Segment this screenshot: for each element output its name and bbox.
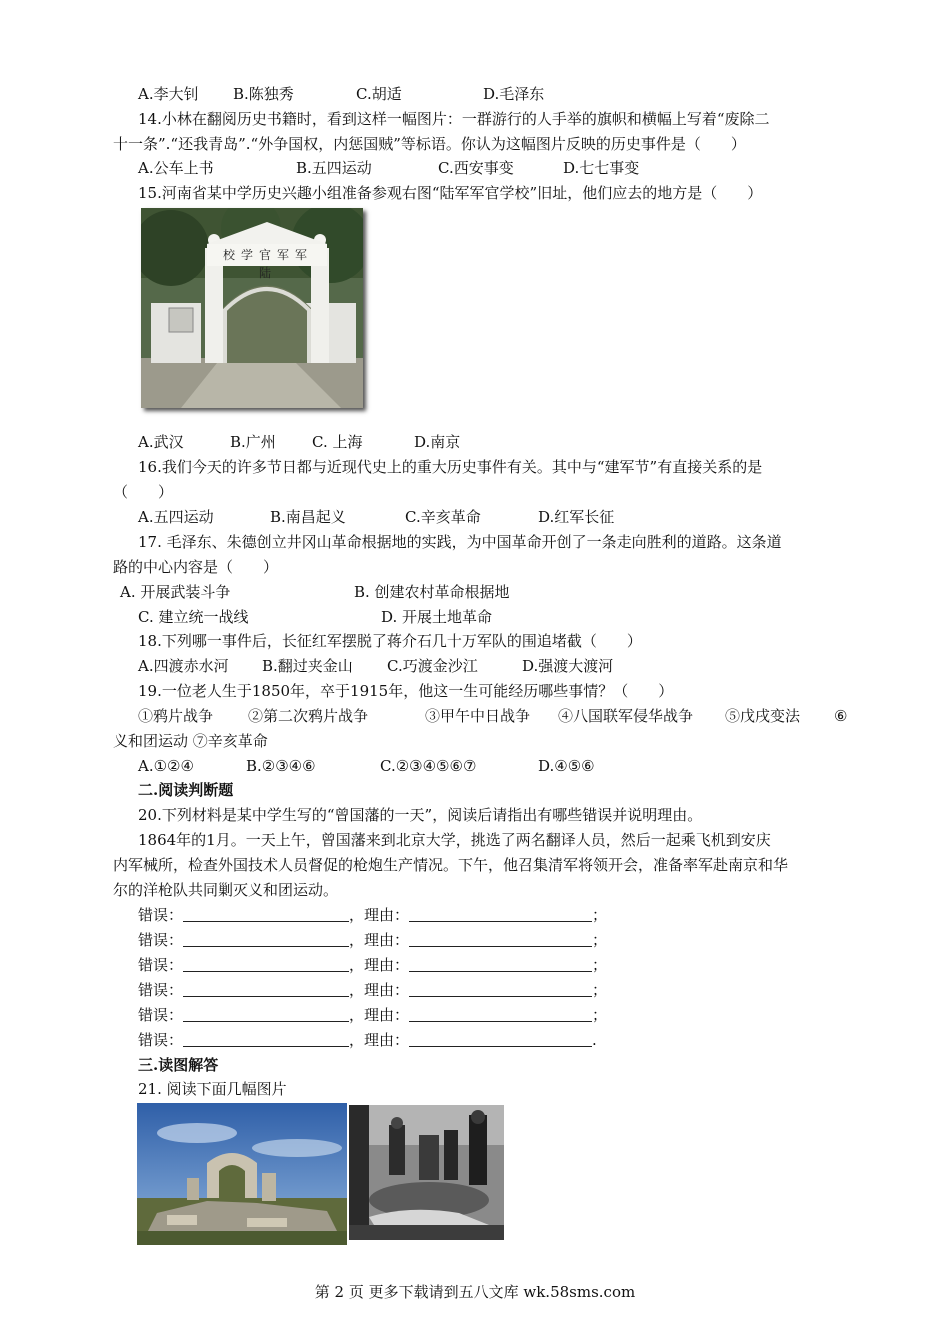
q17-stem-line1: 17. 毛泽东、朱德创立井冈山革命根据地的实践，为中国革命开创了一条走向胜利的道路。这条道 xyxy=(138,533,782,551)
q15-option-c: C. 上海 xyxy=(312,433,363,451)
row-end-mark: . xyxy=(592,1031,597,1049)
q14-option-a: A.公车上书 xyxy=(138,159,214,177)
q19-option-a: A.①②④ xyxy=(138,757,194,775)
answer-row xyxy=(138,1005,607,1025)
q20-material-line2: 内军械所，检查外国技术人员督促的枪炮生产情况。下午，他召集清军将领开会，准备率军赴南京和华 xyxy=(113,856,789,874)
q21-stem: 21. 阅读下面几幅图片 xyxy=(138,1080,287,1098)
ruins-photo xyxy=(137,1103,347,1245)
row-end-mark: ； xyxy=(592,981,608,999)
q17-option-a: A. 开展武装斗争 xyxy=(120,583,231,601)
reason-blank[interactable] xyxy=(409,1006,592,1022)
q17-option-d: D. 开展土地革命 xyxy=(381,608,493,626)
error-blank[interactable] xyxy=(183,931,349,947)
error-label: 错误： xyxy=(138,956,184,974)
historical-scene-photo xyxy=(349,1105,504,1240)
q18-option-b: B.翻过夹金山 xyxy=(262,657,353,675)
error-label: 错误： xyxy=(138,981,184,999)
answer-row xyxy=(138,955,607,975)
q20-material-line3: 尔的洋枪队共同剿灭义和团运动。 xyxy=(113,881,339,899)
q19-item-6-marker: ⑥ xyxy=(834,707,848,725)
q15-option-d: D.南京 xyxy=(414,433,461,451)
error-blank[interactable] xyxy=(183,956,349,972)
q14-stem-line2: 十一条”.“还我青岛”.“外争国权，内惩国贼”等标语。你认为这幅图片反映的历史事件是（ ） xyxy=(113,135,746,153)
reason-blank[interactable] xyxy=(409,906,592,922)
q13-option-d: D.毛泽东 xyxy=(483,85,545,103)
q17-stem-line2: 路的中心内容是（ ） xyxy=(113,558,279,576)
q19-option-d: D.④⑤⑥ xyxy=(538,757,595,775)
error-label: 错误： xyxy=(138,1031,184,1049)
error-blank[interactable] xyxy=(183,1006,349,1022)
q18-option-d: D.强渡大渡河 xyxy=(522,657,614,675)
q19-item-1: ①鸦片战争 xyxy=(138,707,214,725)
error-label: 错误： xyxy=(138,906,184,924)
ruins-photo-illustration xyxy=(137,1103,347,1245)
reason-blank[interactable] xyxy=(409,981,592,997)
q14-option-d: D.七七事变 xyxy=(563,159,640,177)
section3-heading: 三.读图解答 xyxy=(138,1056,219,1074)
historical-photo-illustration xyxy=(349,1105,504,1240)
q16-option-b: B.南昌起义 xyxy=(270,508,346,526)
q16-stem-line2: （ ） xyxy=(113,483,174,501)
answer-row xyxy=(138,905,607,925)
q14-stem-line1: 14.小林在翻阅历史书籍时，看到这样一幅图片：一群游行的人手举的旗帜和横幅上写着“废除二 xyxy=(138,110,770,128)
q16-option-c: C.辛亥革命 xyxy=(405,508,481,526)
reason-label: ，理由： xyxy=(349,956,410,974)
q13-option-a: A.李大钊 xyxy=(138,85,199,103)
q16-stem-line1: 16.我们今天的许多节日都与近现代史上的重大历史事件有关。其中与“建军节”有直接关系的是 xyxy=(138,458,763,476)
row-end-mark: ； xyxy=(592,1006,608,1024)
q16-option-a: A.五四运动 xyxy=(138,508,214,526)
q13-option-c: C.胡适 xyxy=(356,85,402,103)
q19-stem: 19.一位老人生于1850年，卒于1915年，他这一生可能经历哪些事情？（ ） xyxy=(138,682,674,700)
q15-stem: 15.河南省某中学历史兴趣小组准备参观右图“陆军军官学校”旧址，他们应去的地方是（ ） xyxy=(138,184,763,202)
q19-items-line2: 义和团运动 ⑦辛亥革命 xyxy=(113,732,268,750)
row-end-mark: ； xyxy=(592,931,608,949)
military-academy-gate-photo xyxy=(141,208,363,408)
answer-row xyxy=(138,930,607,950)
q15-option-b: B.广州 xyxy=(230,433,276,451)
q13-option-b: B.陈独秀 xyxy=(233,85,294,103)
q19-option-b: B.②③④⑥ xyxy=(246,757,316,775)
q19-item-4: ④八国联军侵华战争 xyxy=(558,707,694,725)
page-footer: 第 2 页 更多下载请到五八文库 wk.58sms.com xyxy=(314,1283,636,1301)
reason-blank[interactable] xyxy=(409,931,592,947)
reason-label: ，理由： xyxy=(349,906,410,924)
q20-material-line1: 1864年的1月。一天上午，曾国藩来到北京大学，挑选了两名翻译人员，然后一起乘飞机到安庆 xyxy=(138,831,771,849)
q19-item-5: ⑤戊戌变法 xyxy=(725,707,801,725)
reason-blank[interactable] xyxy=(409,956,592,972)
error-blank[interactable] xyxy=(183,1031,349,1047)
reason-label: ，理由： xyxy=(349,981,410,999)
row-end-mark: ； xyxy=(592,956,608,974)
q17-option-b: B. 创建农村革命根据地 xyxy=(354,583,510,601)
error-label: 错误： xyxy=(138,931,184,949)
q15-option-a: A.武汉 xyxy=(138,433,184,451)
gate-sign-text: 校学官军军陆 xyxy=(222,248,313,280)
q14-option-c: C.西安事变 xyxy=(438,159,514,177)
section2-heading: 二.阅读判断题 xyxy=(138,781,234,799)
answer-row xyxy=(138,980,607,1000)
reason-label: ，理由： xyxy=(349,1031,410,1049)
q18-option-c: C.巧渡金沙江 xyxy=(387,657,478,675)
q19-option-c: C.②③④⑤⑥⑦ xyxy=(380,757,477,775)
q19-item-2: ②第二次鸦片战争 xyxy=(248,707,369,725)
error-label: 错误： xyxy=(138,1006,184,1024)
q17-option-c: C. 建立统一战线 xyxy=(138,608,249,626)
error-blank[interactable] xyxy=(183,981,349,997)
q20-stem: 20.下列材料是某中学生写的“曾国藩的一天”，阅读后请指出有哪些错误并说明理由。 xyxy=(138,806,703,824)
answer-row xyxy=(138,1030,597,1050)
row-end-mark: ； xyxy=(592,906,608,924)
gate-photo-illustration xyxy=(141,208,363,408)
q19-item-3: ③甲午中日战争 xyxy=(425,707,531,725)
reason-label: ，理由： xyxy=(349,1006,410,1024)
q14-option-b: B.五四运动 xyxy=(296,159,372,177)
error-blank[interactable] xyxy=(183,906,349,922)
reason-blank[interactable] xyxy=(409,1031,592,1047)
reason-label: ，理由： xyxy=(349,931,410,949)
q18-stem: 18.下列哪一事件后，长征红军摆脱了蒋介石几十万军队的围追堵截（ ） xyxy=(138,632,642,650)
q18-option-a: A.四渡赤水河 xyxy=(138,657,229,675)
q16-option-d: D.红军长征 xyxy=(538,508,615,526)
